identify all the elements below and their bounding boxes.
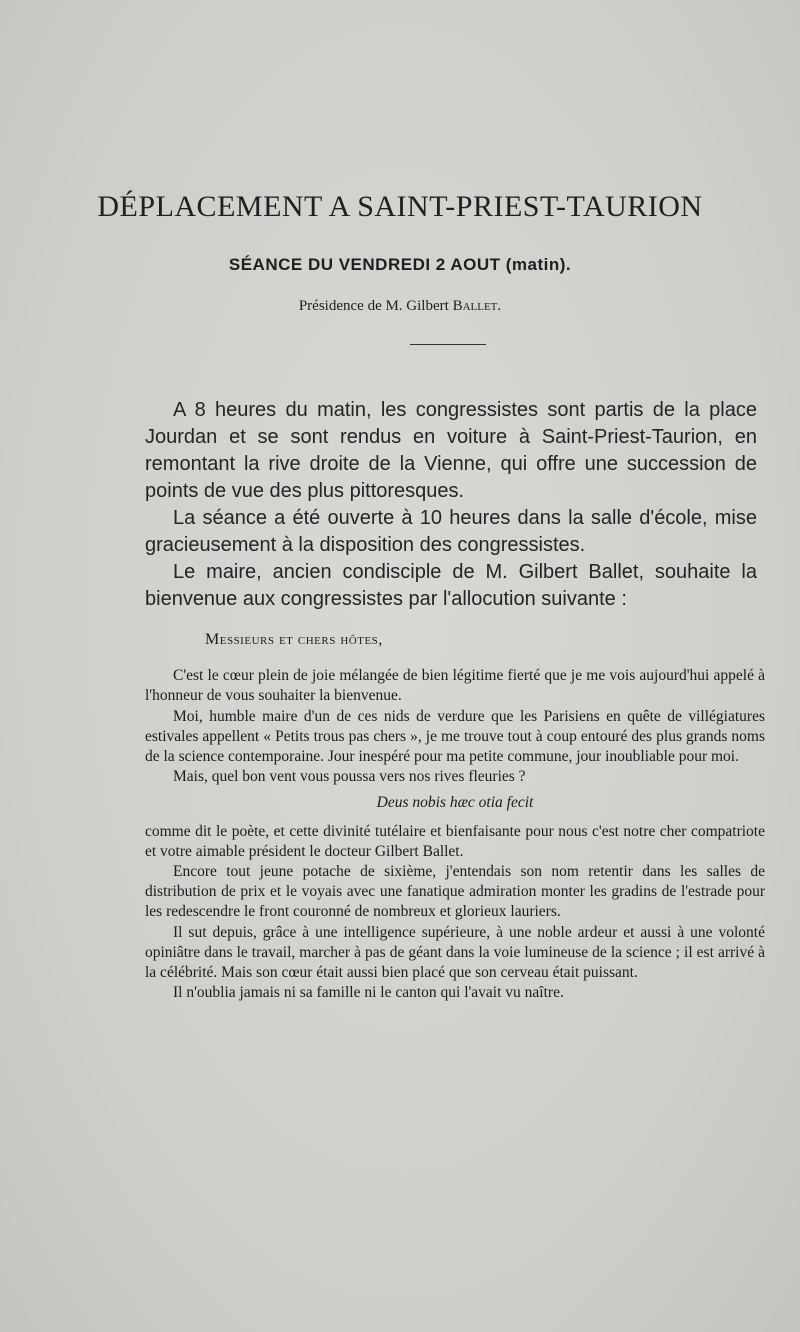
speech-paragraph: Il n'oublia jamais ni sa famille ni le canton qui l'avait vu naître. — [173, 984, 564, 1002]
speech-paragraph: Encore tout jeune potache de sixième, j'entendais son nom retentir dans les salles de distribution de prix et le voyais avec une fanatique admiration monter les gradins de l'estrade pour les redescendre le front couronné de nombreux et glorieux lauriers. — [145, 863, 765, 921]
speech-continuation: comme dit le poète, et cette divinité tutélaire et bienfaisante pour nous c'est notre cher compatriote et votre aimable président le docteur Gilbert Ballet. — [145, 822, 765, 860]
intro-paragraph: A 8 heures du matin, les congressistes sont partis de la place Jourdan et se sont rendus en voiture à Saint-Priest-Taurion, en remontant la rive droite de la Vienne, qui offre une succession de points de vue des plus pittoresques. — [145, 399, 757, 502]
page-title: DÉPLACEMENT A SAINT-PRIEST-TAURION — [97, 190, 703, 223]
session-subtitle: SÉANCE DU VENDREDI 2 AOUT (matin). — [228, 255, 572, 274]
separator-rule — [410, 344, 486, 345]
presidence-line — [0, 298, 800, 315]
speech-paragraph: Moi, humble maire d'un de ces nids de verdure que les Parisiens en quête de villégiatures estivales appellent « Petits trous pas chers », je me trouve tout à coup entouré des plus grands noms de la science contemporaine. Jour inespéré pour ma petite commune, jour inoubliable pour moi. — [145, 707, 765, 766]
intro-text — [145, 397, 757, 613]
latin-quote: Deus nobis hæc otia fecit — [376, 794, 534, 812]
speech-paragraph: Mais, quel bon vent vous poussa vers nos rives fleuries ? — [173, 768, 526, 786]
speech-text — [145, 630, 765, 1003]
presidence-prefix: Présidence de M. Gilbert — [298, 298, 453, 314]
speech-salutation: Messieurs et chers hôtes, — [205, 631, 383, 648]
speech-paragraph: C'est le cœur plein de joie mélangée de bien légitime fierté que je me vois aujourd'hui appelé à l'honneur de vous souhaiter la bienvenue. — [145, 667, 765, 705]
intro-paragraph: La séance a été ouverte à 10 heures dans la salle d'école, mise gracieusement à la disposition des congressistes. — [145, 507, 757, 556]
presidence-name: Ballet. — [452, 298, 502, 314]
intro-paragraph: Le maire, ancien condisciple de M. Gilbert Ballet, souhaite la bienvenue aux congressistes par l'allocution suivante : — [145, 561, 757, 610]
speech-paragraph: Il sut depuis, grâce à une intelligence supérieure, à une noble ardeur et aussi à une volonté opiniâtre dans le travail, marcher à pas de géant dans la voie lumineuse de la science ; il est arrivé à la célébrité. Mais son cœur était aussi bien placé que son cerveau était puissant. — [145, 923, 765, 982]
